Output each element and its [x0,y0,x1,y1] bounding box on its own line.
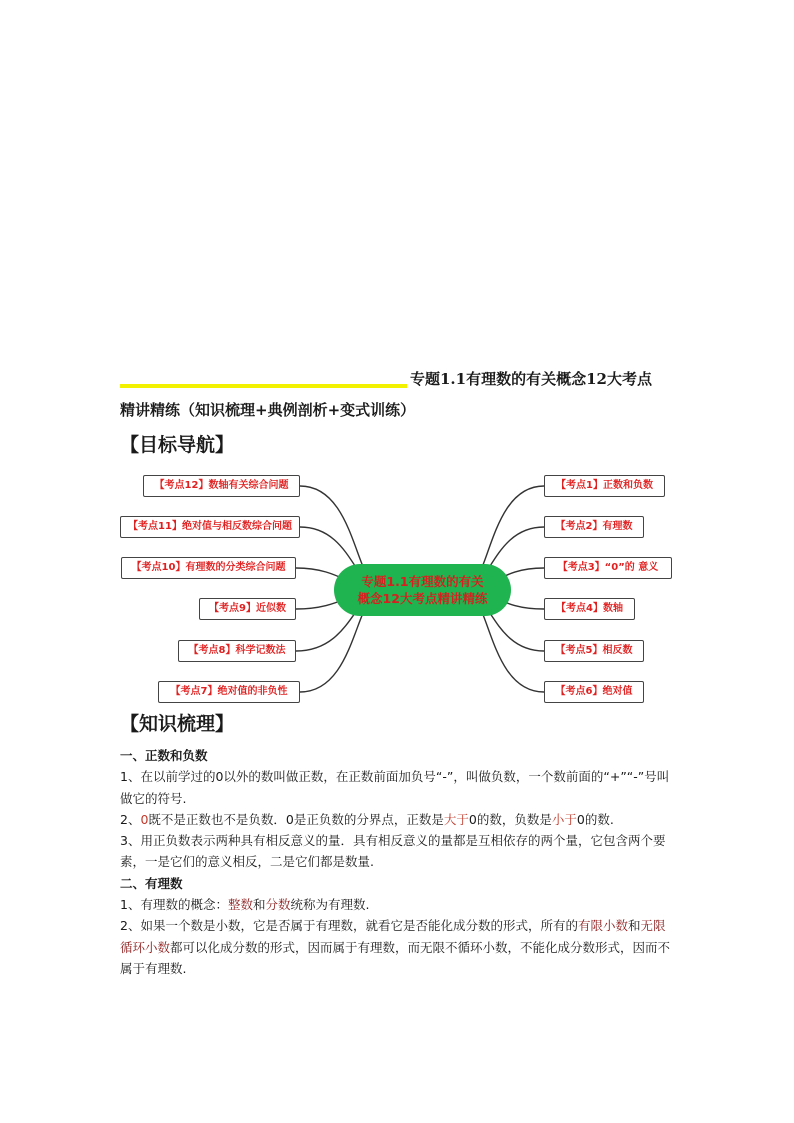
mindmap-node-2: 【考点2】有理数 [544,516,644,538]
knowledge-content [120,745,676,979]
center-line-2: 概念12大考点精讲精练 [357,591,488,606]
mindmap-node-8: 【考点8】科学记数法 [178,640,296,662]
paragraph-2-1 [120,894,676,915]
mindmap-node-9: 【考点9】近似数 [199,598,296,620]
mindmap-node-6: 【考点6】绝对值 [544,681,644,703]
mindmap-node-1: 【考点1】正数和负数 [544,475,665,497]
highlight-greater: 大于 [443,811,469,827]
document-subtitle: 精讲精练（知识梳理+典例剖析+变式训练） [120,401,416,419]
highlight-zero: 0 [140,811,149,827]
text-span: 和 [627,918,641,934]
mindmap-node-5: 【考点5】相反数 [544,640,644,662]
document-title: 专题1.1有理数的有关概念12大考点 [410,370,652,388]
section-title-rational: 二、有理数 [120,875,183,891]
text-span: 0的数，负数是 [468,811,552,827]
mindmap-node-7: 【考点7】绝对值的非负性 [158,681,300,703]
center-line-1: 专题1.1有理数的有关 [361,574,484,589]
mindmap-node-10: 【考点10】有理数的分类综合问题 [121,557,296,579]
highlight-less: 小于 [551,811,577,827]
text-span: 0的数. [576,811,614,827]
mindmap-node-11: 【考点11】绝对值与相反数综合问题 [120,516,300,538]
mindmap [0,465,794,710]
highlight-integer: 整数 [227,897,253,913]
paragraph-1-2 [120,809,676,830]
nav-heading: 【目标导航】 [120,434,235,456]
title-highlight-bar [120,384,407,388]
section-title-positive-negative: 一、正数和负数 [120,748,208,763]
highlight-fraction: 分数 [265,897,291,913]
text-span: 都可以化成分数的形式，因而属于有理数，而无限不循环小数，不能化成分数形式，因而不属于有理数. [120,939,671,976]
text-span: 统称为有理数. [290,897,370,913]
highlight-repeating-decimal: 无限循环小数 [120,918,666,955]
mindmap-center-node [334,564,511,616]
text-span: 和 [252,897,266,913]
knowledge-heading: 【知识梳理】 [120,713,235,735]
text-span: 2、如果一个数是小数，它是否属于有理数，就看它是否能化成分数的形式，所有的 [120,918,578,934]
text-span: 既不是正数也不是负数．0是正负数的分界点，正数是 [148,811,444,827]
highlight-finite-decimal: 有限小数 [577,918,628,934]
mindmap-node-12: 【考点12】数轴有关综合问题 [143,475,300,497]
mindmap-node-3: 【考点3】“0”的 意义 [544,557,672,579]
mindmap-node-4: 【考点4】数轴 [544,598,635,620]
text-span: 1、有理数的概念： [120,897,228,913]
paragraph-1-1: 1、在以前学过的0以外的数叫做正数，在正数前面加负号“-”，叫做负数，一个数前面的“+”“-”号叫做它的符号. [120,769,670,806]
text-span: 2、 [120,811,141,827]
title-row [120,368,680,390]
paragraph-1-3: 3、用正负数表示两种具有相反意义的量．具有相反意义的量都是互相依存的两个量，它包含两个要素，一是它们的意义相反，二是它们都是数量. [120,833,666,870]
paragraph-2-2 [120,915,676,979]
